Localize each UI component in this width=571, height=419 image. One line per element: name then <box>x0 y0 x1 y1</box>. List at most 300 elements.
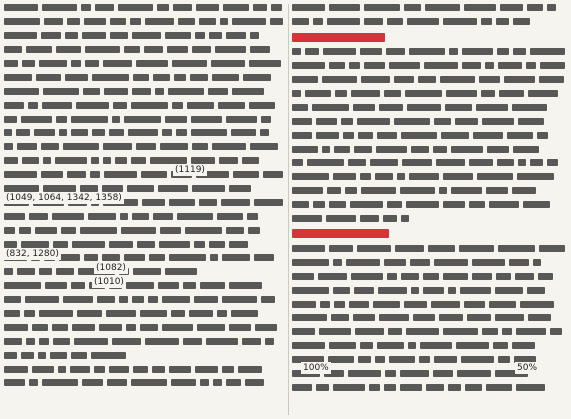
text-word <box>354 287 374 294</box>
text-word <box>327 187 341 194</box>
text-line <box>4 294 286 306</box>
text-word <box>292 76 318 83</box>
text-line <box>4 349 286 361</box>
text-word <box>213 379 222 386</box>
text-word <box>104 171 137 178</box>
text-word <box>197 324 225 331</box>
text-word <box>360 173 371 180</box>
text-word <box>292 132 312 139</box>
text-word <box>394 76 414 83</box>
text-word <box>71 352 87 359</box>
text-word <box>21 116 52 123</box>
text-word <box>515 273 534 280</box>
text-word <box>25 296 59 303</box>
text-line <box>292 212 568 224</box>
text-word <box>360 48 382 55</box>
text-word <box>360 215 379 222</box>
text-word <box>157 4 169 11</box>
text-word <box>72 324 95 331</box>
text-word <box>85 60 99 67</box>
text-word <box>158 185 188 192</box>
text-word <box>349 301 369 308</box>
text-line <box>292 16 568 28</box>
text-word <box>364 18 383 25</box>
text-word <box>120 213 128 220</box>
text-word <box>109 129 124 136</box>
text-line <box>4 363 286 375</box>
text-word <box>95 4 114 11</box>
text-word <box>103 60 132 67</box>
text-word <box>377 132 397 139</box>
text-word <box>229 185 251 192</box>
text-word <box>387 273 397 280</box>
text-word <box>39 310 73 317</box>
citation-list-1: (1049, 1064, 1342, 1358) <box>6 193 122 203</box>
text-word <box>65 74 88 81</box>
text-word <box>292 90 301 97</box>
text-line <box>4 99 286 111</box>
text-word <box>226 116 257 123</box>
text-word <box>292 18 309 25</box>
text-word <box>148 296 158 303</box>
text-word <box>169 254 206 261</box>
text-word <box>433 370 453 377</box>
text-word <box>71 282 85 289</box>
text-word <box>104 88 128 95</box>
text-word <box>467 314 491 321</box>
text-line <box>292 242 568 254</box>
text-word <box>92 74 129 81</box>
text-line <box>4 321 286 333</box>
text-word <box>331 314 349 321</box>
text-line <box>4 141 286 153</box>
text-word <box>200 282 225 289</box>
text-word <box>159 241 190 248</box>
text-word <box>59 129 67 136</box>
text-word <box>446 90 477 97</box>
text-word <box>102 254 120 261</box>
text-word <box>52 213 84 220</box>
text-word <box>313 18 323 25</box>
text-word <box>126 324 136 331</box>
text-word <box>443 173 473 180</box>
text-word <box>221 199 250 206</box>
citation-1119: (1119) <box>175 165 205 175</box>
text-word <box>496 18 509 25</box>
text-line <box>292 129 568 141</box>
text-word <box>526 62 536 69</box>
text-word <box>196 4 219 11</box>
text-word <box>469 159 493 166</box>
text-word <box>407 18 439 25</box>
text-word <box>292 259 329 266</box>
text-line <box>4 127 286 139</box>
text-word <box>361 187 396 194</box>
text-word <box>481 90 495 97</box>
text-word <box>194 296 218 303</box>
text-word <box>518 159 526 166</box>
text-word <box>131 157 146 164</box>
text-word <box>70 366 90 373</box>
text-line <box>4 169 286 181</box>
text-word <box>489 201 519 208</box>
text-word <box>4 227 15 234</box>
text-word <box>17 268 35 275</box>
text-word <box>4 296 21 303</box>
text-line <box>4 30 286 42</box>
text-word <box>215 46 246 53</box>
text-word <box>507 132 533 139</box>
text-word <box>419 356 430 363</box>
text-line <box>292 199 568 211</box>
text-word <box>334 146 350 153</box>
text-word <box>94 366 105 373</box>
text-word <box>263 171 283 178</box>
text-word <box>4 379 25 386</box>
text-word <box>489 301 516 308</box>
text-word <box>292 104 308 111</box>
text-word <box>58 366 66 373</box>
text-line <box>4 71 286 83</box>
text-word <box>528 314 551 321</box>
text-word <box>323 48 356 55</box>
text-word <box>26 46 52 53</box>
text-word <box>292 314 327 321</box>
text-word <box>513 18 530 25</box>
text-word <box>451 146 483 153</box>
text-word <box>386 48 405 55</box>
text-word <box>375 173 393 180</box>
text-word <box>495 287 523 294</box>
text-line <box>4 113 286 125</box>
text-word <box>229 241 248 248</box>
text-word <box>313 201 325 208</box>
text-word <box>411 287 419 294</box>
text-line <box>292 115 568 127</box>
text-word <box>226 379 241 386</box>
text-word <box>217 213 243 220</box>
text-word <box>358 356 371 363</box>
text-word <box>270 18 283 25</box>
text-word <box>4 213 25 220</box>
text-word <box>77 310 102 317</box>
text-word <box>402 159 432 166</box>
text-word <box>53 338 70 345</box>
text-word <box>449 48 458 55</box>
text-word <box>172 60 207 67</box>
text-word <box>132 296 144 303</box>
text-word <box>242 157 259 164</box>
text-word <box>292 62 325 69</box>
text-word <box>103 157 111 164</box>
text-word <box>59 254 80 261</box>
text-word <box>547 159 558 166</box>
text-word <box>63 143 99 150</box>
text-word <box>97 296 115 303</box>
text-word <box>144 46 163 53</box>
text-word <box>434 356 457 363</box>
text-word <box>513 146 539 153</box>
text-line <box>292 284 568 296</box>
text-word <box>39 338 49 345</box>
text-word <box>318 273 347 280</box>
text-word <box>428 245 455 252</box>
text-word <box>130 18 141 25</box>
text-word <box>167 46 188 53</box>
text-word <box>434 118 451 125</box>
text-word <box>206 338 238 345</box>
text-word <box>530 48 565 55</box>
text-word <box>71 60 81 67</box>
text-word <box>516 328 546 335</box>
text-word <box>384 384 396 391</box>
text-word <box>165 116 187 123</box>
text-word <box>538 273 553 280</box>
text-word <box>99 324 122 331</box>
text-word <box>4 88 39 95</box>
text-word <box>200 379 209 386</box>
text-word <box>448 287 456 294</box>
text-word <box>187 102 214 109</box>
text-word <box>333 287 350 294</box>
text-word <box>4 171 37 178</box>
text-word <box>329 245 353 252</box>
text-word <box>222 366 234 373</box>
text-word <box>248 227 260 234</box>
text-word <box>354 146 372 153</box>
text-word <box>469 201 485 208</box>
text-line <box>4 335 286 347</box>
text-word <box>29 379 38 386</box>
text-word <box>443 201 465 208</box>
text-word <box>21 352 34 359</box>
text-word <box>292 146 318 153</box>
text-word <box>242 338 261 345</box>
text-word <box>4 338 22 345</box>
text-word <box>456 342 489 349</box>
text-word <box>82 32 106 39</box>
text-word <box>4 32 37 39</box>
text-word <box>149 254 165 261</box>
text-word <box>348 370 381 377</box>
citation-1010: (1010) <box>94 277 124 287</box>
text-line <box>292 171 568 183</box>
text-word <box>307 159 344 166</box>
text-word <box>210 254 218 261</box>
text-word <box>84 18 106 25</box>
text-word <box>459 245 494 252</box>
text-word <box>462 62 481 69</box>
percent-50: 50% <box>517 363 538 373</box>
text-line <box>4 16 286 28</box>
text-word <box>56 46 81 53</box>
text-word <box>350 201 383 208</box>
text-word <box>253 4 267 11</box>
text-word <box>52 324 68 331</box>
text-word <box>343 132 354 139</box>
text-word <box>4 116 17 123</box>
citation-list-2: (832, 1280) <box>6 249 59 259</box>
text-word <box>17 143 37 150</box>
text-word <box>102 185 123 192</box>
text-word <box>413 314 435 321</box>
text-word <box>222 296 257 303</box>
text-word <box>133 268 161 275</box>
text-word <box>499 90 524 97</box>
text-word <box>523 201 550 208</box>
text-word <box>375 356 385 363</box>
text-word <box>441 132 469 139</box>
text-word <box>292 187 323 194</box>
text-word <box>409 48 445 55</box>
text-word <box>176 129 187 136</box>
text-line <box>292 298 568 310</box>
text-word <box>63 296 93 303</box>
text-word <box>407 104 441 111</box>
text-word <box>333 384 365 391</box>
text-word <box>357 245 391 252</box>
text-word <box>319 328 351 335</box>
text-word <box>172 102 183 109</box>
text-word <box>91 157 99 164</box>
text-word <box>245 379 264 386</box>
right-column <box>292 0 568 419</box>
text-word <box>212 74 239 81</box>
text-word <box>481 18 492 25</box>
text-word <box>195 32 205 39</box>
text-word <box>477 173 513 180</box>
text-word <box>498 62 522 69</box>
text-word <box>199 199 217 206</box>
left-column <box>4 0 286 419</box>
text-word <box>110 32 128 39</box>
text-word <box>226 32 246 39</box>
text-word <box>292 201 309 208</box>
text-word <box>61 227 76 234</box>
text-word <box>38 352 46 359</box>
text-word <box>43 88 79 95</box>
text-word <box>328 356 354 363</box>
text-line <box>4 57 286 69</box>
text-word <box>4 129 12 136</box>
text-word <box>409 173 439 180</box>
text-word <box>208 88 228 95</box>
text-word <box>22 60 35 67</box>
text-word <box>537 132 548 139</box>
text-word <box>223 4 249 11</box>
text-word <box>4 310 20 317</box>
text-word <box>517 173 554 180</box>
text-word <box>220 18 228 25</box>
text-word <box>461 356 494 363</box>
text-word <box>110 18 126 25</box>
text-word <box>369 384 380 391</box>
text-word <box>539 76 564 83</box>
text-word <box>496 273 511 280</box>
text-word <box>335 90 347 97</box>
text-word <box>292 384 312 391</box>
text-word <box>316 132 339 139</box>
text-word <box>384 259 406 266</box>
text-line <box>292 2 568 14</box>
text-line <box>4 266 286 278</box>
text-word <box>189 310 213 317</box>
text-word <box>436 159 465 166</box>
text-word <box>433 146 447 153</box>
text-word <box>357 118 390 125</box>
text-line <box>4 224 286 236</box>
text-word <box>218 102 245 109</box>
text-word <box>4 268 13 275</box>
text-word <box>316 118 337 125</box>
text-word <box>109 366 129 373</box>
text-word <box>254 199 283 206</box>
column-rule <box>288 4 289 415</box>
text-word <box>65 32 78 39</box>
text-word <box>255 324 277 331</box>
text-word <box>486 384 512 391</box>
text-word <box>329 201 346 208</box>
text-word <box>142 199 165 206</box>
text-word <box>16 129 30 136</box>
text-word <box>4 324 28 331</box>
text-line <box>4 85 286 97</box>
text-word <box>72 241 105 248</box>
text-word <box>353 314 375 321</box>
text-word <box>460 287 491 294</box>
text-word <box>443 328 478 335</box>
text-word <box>162 129 172 136</box>
text-word <box>431 301 460 308</box>
text-word <box>498 245 535 252</box>
text-word <box>82 379 103 386</box>
text-word <box>192 46 211 53</box>
text-word <box>158 282 179 289</box>
text-word <box>43 185 76 192</box>
text-word <box>160 227 181 234</box>
text-word <box>71 116 108 123</box>
text-word <box>124 46 140 53</box>
percent-100: 100% <box>303 363 329 373</box>
text-word <box>250 32 259 39</box>
text-word <box>316 384 329 391</box>
text-word <box>482 328 498 335</box>
text-word <box>233 171 259 178</box>
text-word <box>183 338 202 345</box>
text-word <box>377 342 404 349</box>
text-word <box>406 328 439 335</box>
text-word <box>360 342 373 349</box>
text-word <box>41 32 61 39</box>
text-word <box>292 342 325 349</box>
text-word <box>292 48 301 55</box>
text-word <box>45 282 67 289</box>
text-word <box>44 18 63 25</box>
text-word <box>124 116 161 123</box>
text-word <box>322 146 330 153</box>
text-word <box>502 328 512 335</box>
text-word <box>423 273 439 280</box>
text-word <box>497 159 514 166</box>
text-word <box>265 338 274 345</box>
text-word <box>389 356 415 363</box>
text-word <box>92 129 105 136</box>
text-word <box>137 241 155 248</box>
text-word <box>464 301 485 308</box>
text-word <box>126 282 154 289</box>
text-word <box>472 259 505 266</box>
text-word <box>361 76 390 83</box>
